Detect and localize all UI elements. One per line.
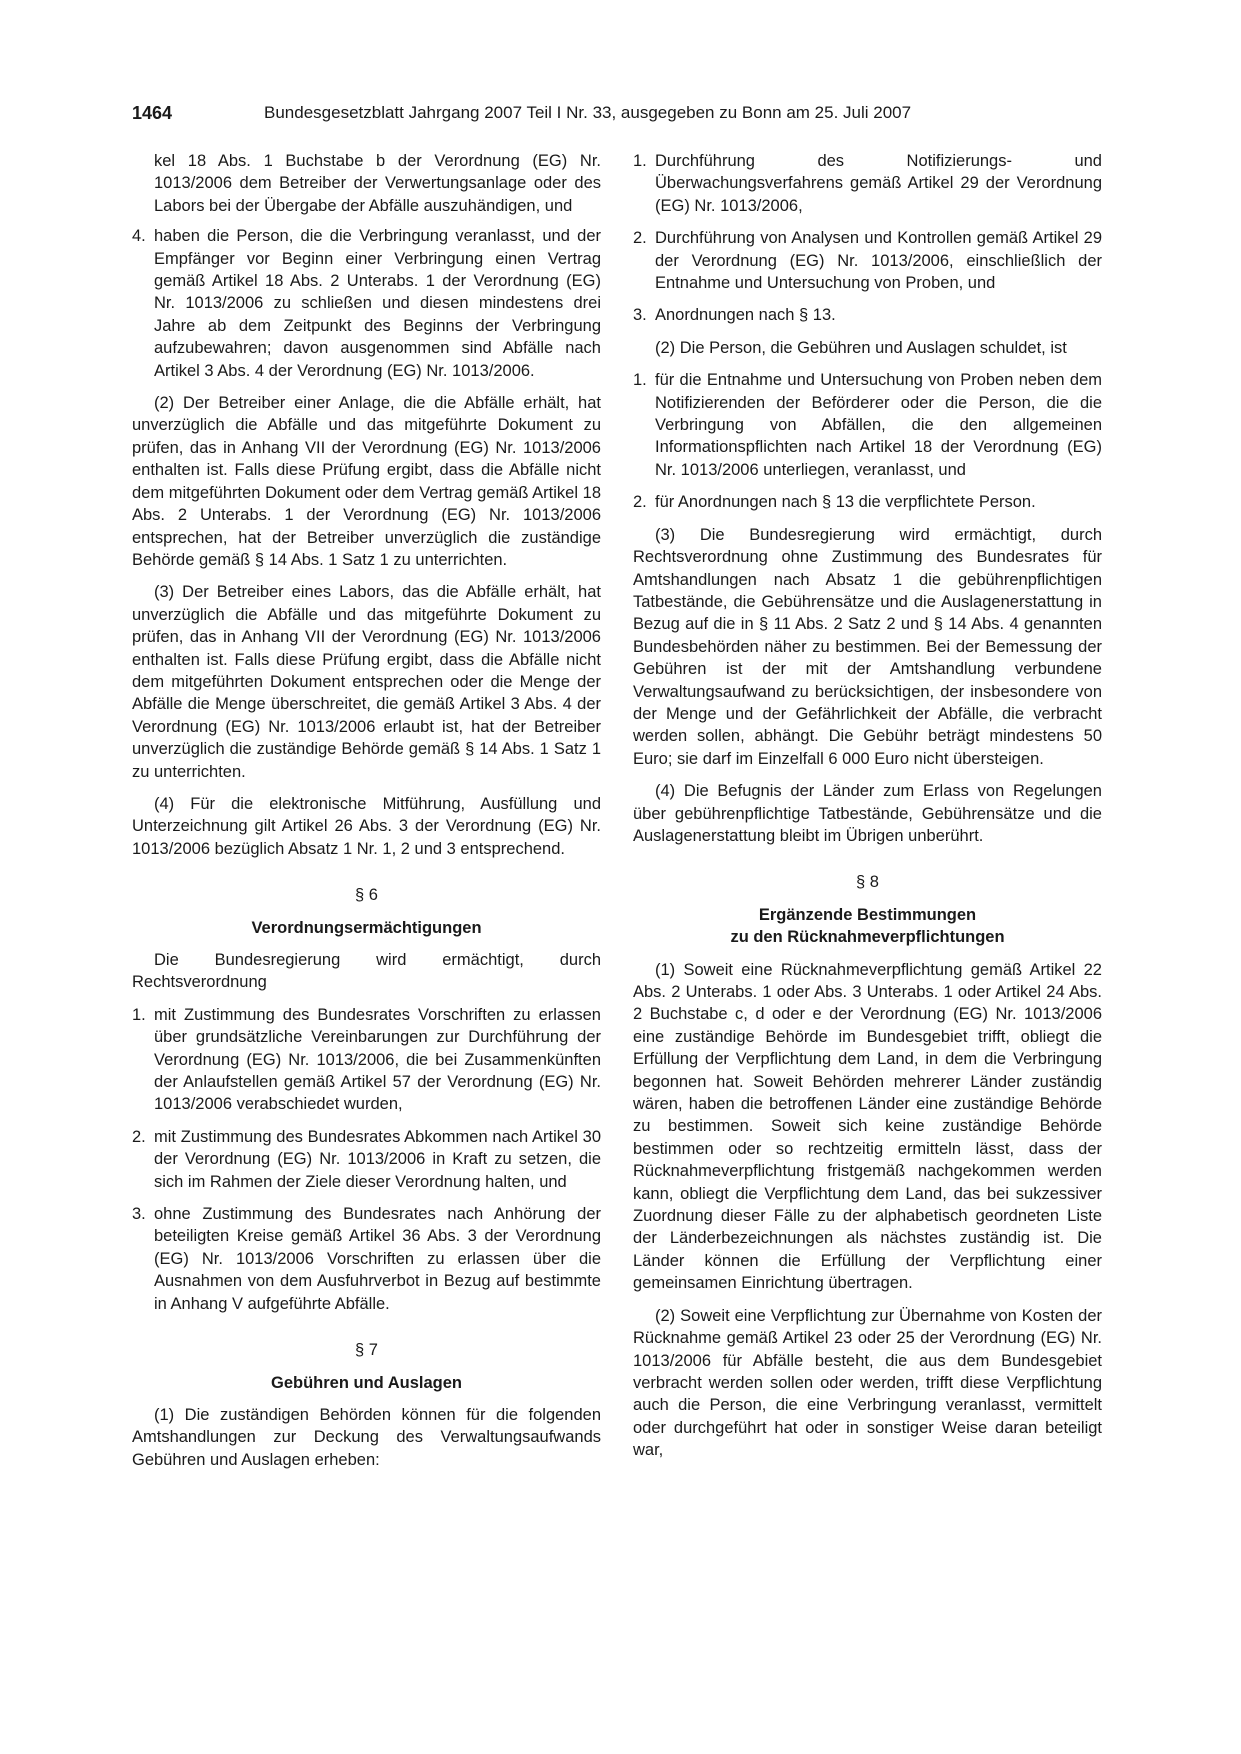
list-item-text: Durchführung von Analysen und Kontrollen gemäß Artikel 29 der Verordnung (EG) Nr. 1013/2006, einschließlich der Entnahme und Untersuchung von Proben, und: [655, 229, 1102, 293]
list-item-number: 2.: [132, 1127, 146, 1146]
list-item: [132, 225, 601, 382]
list-item-number: 1.: [633, 152, 647, 170]
list-item-text: kel 18 Abs. 1 Buchstabe b der Verordnung (EG) Nr. 1013/2006 dem Betreiber der Verwertungsanlage oder des Labors bei der Übergabe der Abfälle auszuhändigen, und: [154, 152, 601, 215]
section-number: § 6: [355, 886, 378, 905]
list-item-text: mit Zustimmung des Bundesrates Vorschriften zu erlassen über grundsätzliche Vereinbarungen zur Durchführung der Verordnung (EG) Nr. 1013/2006, die bei Zusammenkünften der Anlaufstellen gemäß Artikel 57 der Verordnung (EG) Nr. 1013/2006 verabschiedet wurden,: [154, 1005, 601, 1114]
paragraph: (4) Für die elektronische Mitführung, Ausfüllung und Unterzeichnung gilt Artikel 26 Abs. 3 der Verordnung (EG) Nr. 1013/2006 bezüglich Absatz 1 Nr. 1, 2 und 3 entsprechend.: [132, 794, 601, 858]
list-item-number: 4.: [132, 227, 146, 246]
paragraph: (1) Die zuständigen Behörden können für die folgenden Amtshandlungen zur Deckung des Verwaltungsaufwands Gebühren und Auslagen erheben:: [132, 1405, 601, 1469]
paragraph: (3) Der Betreiber eines Labors, das die Abfälle erhält, hat unverzüglich die Abfälle und das mitgeführte Dokument zu prüfen, das in Anhang VII der Verordnung (EG) Nr. 1013/2006 enthalten ist. Falls diese Prüfung ergibt, dass die Abfälle nicht dem mitgeführten Dokument entsprechen oder die Menge der Abfälle die Menge überschreitet, die gemäß Artikel 3 Abs. 4 der Verordnung (EG) Nr. 1013/2006 erlaubt ist, hat der Betreiber unverzüglich die zuständige Behörde gemäß § 14 Abs. 1 Satz 1 zu unterrichten.: [132, 583, 601, 781]
list-item: [633, 150, 1102, 217]
section-title: Gebühren und Auslagen: [271, 1373, 462, 1392]
list-item: [132, 1126, 601, 1193]
section-title: Verordnungsermächtigungen: [251, 918, 482, 937]
page-header: [132, 100, 1102, 126]
list-item-text: mit Zustimmung des Bundesrates Abkommen nach Artikel 30 der Verordnung (EG) Nr. 1013/2006 in Kraft zu setzen, die sich im Rahmen der Ziele dieser Verordnung halten, und: [154, 1127, 601, 1191]
paragraph: Die Bundesregierung wird ermächtigt, durch Rechtsverordnung: [132, 951, 601, 992]
section-title-line-2: zu den Rücknahmeverpflichtungen: [730, 928, 1005, 947]
left-column: [132, 150, 601, 1481]
list-item: [132, 1203, 601, 1315]
section-number: § 7: [355, 1341, 378, 1360]
section-number: § 8: [856, 873, 879, 892]
list-item-text: für Anordnungen nach § 13 die verpflichtete Person.: [655, 493, 1036, 512]
list-item-text: Anordnungen nach § 13.: [655, 306, 836, 325]
paragraph: (2) Soweit eine Verpflichtung zur Übernahme von Kosten der Rücknahme gemäß Artikel 23 oder 25 der Verordnung (EG) Nr. 1013/2006 für Abfälle besteht, die aus dem Bundesgebiet verbracht werden sollen oder werden, trifft diese Verpflichtung auch die Person, die eine Verbringung veranlasst, vermittelt oder durchgeführt hat oder in sonstiger Weise daran beteiligt war,: [633, 1306, 1102, 1460]
list-item: [633, 227, 1102, 294]
paragraph: (1) Soweit eine Rücknahmeverpflichtung gemäß Artikel 22 Abs. 2 Unterabs. 1 oder Abs. 3 Unterabs. 1 oder Artikel 24 Abs. 2 Buchstabe c, d oder e der Verordnung (EG) Nr. 1013/2006 eine zuständige Behörde im Bundesgebiet trifft, obliegt die Erfüllung der Verpflichtung dem Land, in dem die Verbringung begonnen hat. Soweit Behörden mehrerer Länder zuständig wären, haben die betroffenen Länder eine zuständige Behörde zu bestimmen. Soweit sich keine zuständige Behörde bestimmen oder so rechtzeitig ermitteln lässt, dass der Rücknahmeverpflichtung fristgemäß nachgekommen werden kann, obliegt die Verpflichtung dem Land, das bei sukzessiver Zuordnung dieser Fälle zu der alphabetisch geordneten Liste der Länderbezeichnungen als nächstes zuständig ist. Die Länder können die Erfüllung der Verpflichtung einer gemeinsamen Einrichtung übertragen.: [633, 960, 1102, 1293]
list-item-number: 1.: [633, 371, 647, 390]
section-heading: [633, 871, 1102, 948]
list-item: [633, 369, 1102, 481]
list-item-text: Durchführung des Notifizierungs- und Überwachungsverfahrens gemäß Artikel 29 der Verordnung (EG) Nr. 1013/2006,: [655, 152, 1102, 215]
list-item-text: haben die Person, die die Verbringung veranlasst, und der Empfänger vor Beginn einer Verbringung einen Vertrag gemäß Artikel 18 Abs. 2 Unterabs. 1 der Verordnung (EG) Nr. 1013/2006 zu schließen und diesen mindestens drei Jahre ab dem Zeitpunkt des Beginns der Verbringung aufzubewahren; davon ausgenommen sind Abfälle nach Artikel 3 Abs. 4 der Verordnung (EG) Nr. 1013/2006.: [154, 227, 601, 380]
list-item-number: 1.: [132, 1005, 146, 1024]
page-number: 1464: [132, 103, 173, 123]
list-item-text: für die Entnahme und Untersuchung von Proben neben dem Notifizierenden der Beförderer oder die Person, die die Verbringung von Abfällen, die den allgemeinen Informationspflichten nach Artikel 18 der Verordnung (EG) Nr. 1013/2006 unterliegen, veranlasst, und: [655, 371, 1102, 479]
paragraph: (4) Die Befugnis der Länder zum Erlass von Regelungen über gebührenpflichtige Tatbestände, Gebührensätze und die Auslagenerstattung bleibt im Übrigen unberührt.: [633, 782, 1102, 845]
list-item-number: 2.: [633, 493, 647, 512]
list-item-continuation: [132, 150, 601, 217]
list-item-text: ohne Zustimmung des Bundesrates nach Anhörung der beteiligten Kreise gemäß Artikel 36 Abs. 3 der Verordnung (EG) Nr. 1013/2006 Vorschriften zu erlassen über die Ausnahmen von dem Ausfuhrverbot in Bezug auf bestimmte in Anhang V aufgeführte Abfälle.: [154, 1205, 601, 1313]
list-item: [132, 1004, 601, 1116]
paragraph: (2) Der Betreiber einer Anlage, die die Abfälle erhält, hat unverzüglich die Abfälle und das mitgeführte Dokument zu prüfen, das in Anhang VII der Verordnung (EG) Nr. 1013/2006 enthalten ist. Falls diese Prüfung ergibt, dass die Abfälle nicht dem mitgeführten Dokument oder dem Vertrag gemäß Artikel 18 Abs. 2 Unterabs. 1 der Verordnung (EG) Nr. 1013/2006 entsprechen, hat der Betreiber unverzüglich die zuständige Behörde gemäß § 14 Abs. 1 Satz 1 zu unterrichten.: [132, 394, 601, 569]
list-item-number: 3.: [132, 1205, 146, 1224]
right-column: [633, 150, 1102, 1472]
paragraph: (2) Die Person, die Gebühren und Auslagen schuldet, ist: [655, 338, 1067, 357]
section-title-line-1: Ergänzende Bestimmungen: [758, 905, 977, 924]
section-heading: [132, 1339, 601, 1394]
list-item-number: 3.: [633, 306, 647, 325]
paragraph: (3) Die Bundesregierung wird ermächtigt, durch Rechtsverordnung ohne Zustimmung des Bundesrates für Amtshandlungen nach Absatz 1 die gebührenpflichtigen Tatbestände, die Gebührensätze und die Auslagenerstattung in Bezug auf die in § 11 Abs. 2 Satz 2 und § 14 Abs. 4 genannten Bundesbehörden näher zu bestimmen. Bei der Bemessung der Gebühren ist der mit der Amtshandlung verbundene Verwaltungsaufwand zu berücksichtigen, der insbesondere von der Menge und der Gefährlichkeit der Abfälle, die verbracht werden sollen, abhängt. Die Gebühr beträgt mindestens 50 Euro; sie darf im Einzelfall 6 000 Euro nicht übersteigen.: [633, 525, 1102, 768]
running-title: Bundesgesetzblatt Jahrgang 2007 Teil I Nr. 33, ausgegeben zu Bonn am 25. Juli 2007: [264, 103, 912, 122]
section-heading: [132, 884, 601, 939]
list-item: [633, 304, 1102, 326]
list-item-number: 2.: [633, 229, 647, 248]
list-item: [633, 491, 1102, 513]
